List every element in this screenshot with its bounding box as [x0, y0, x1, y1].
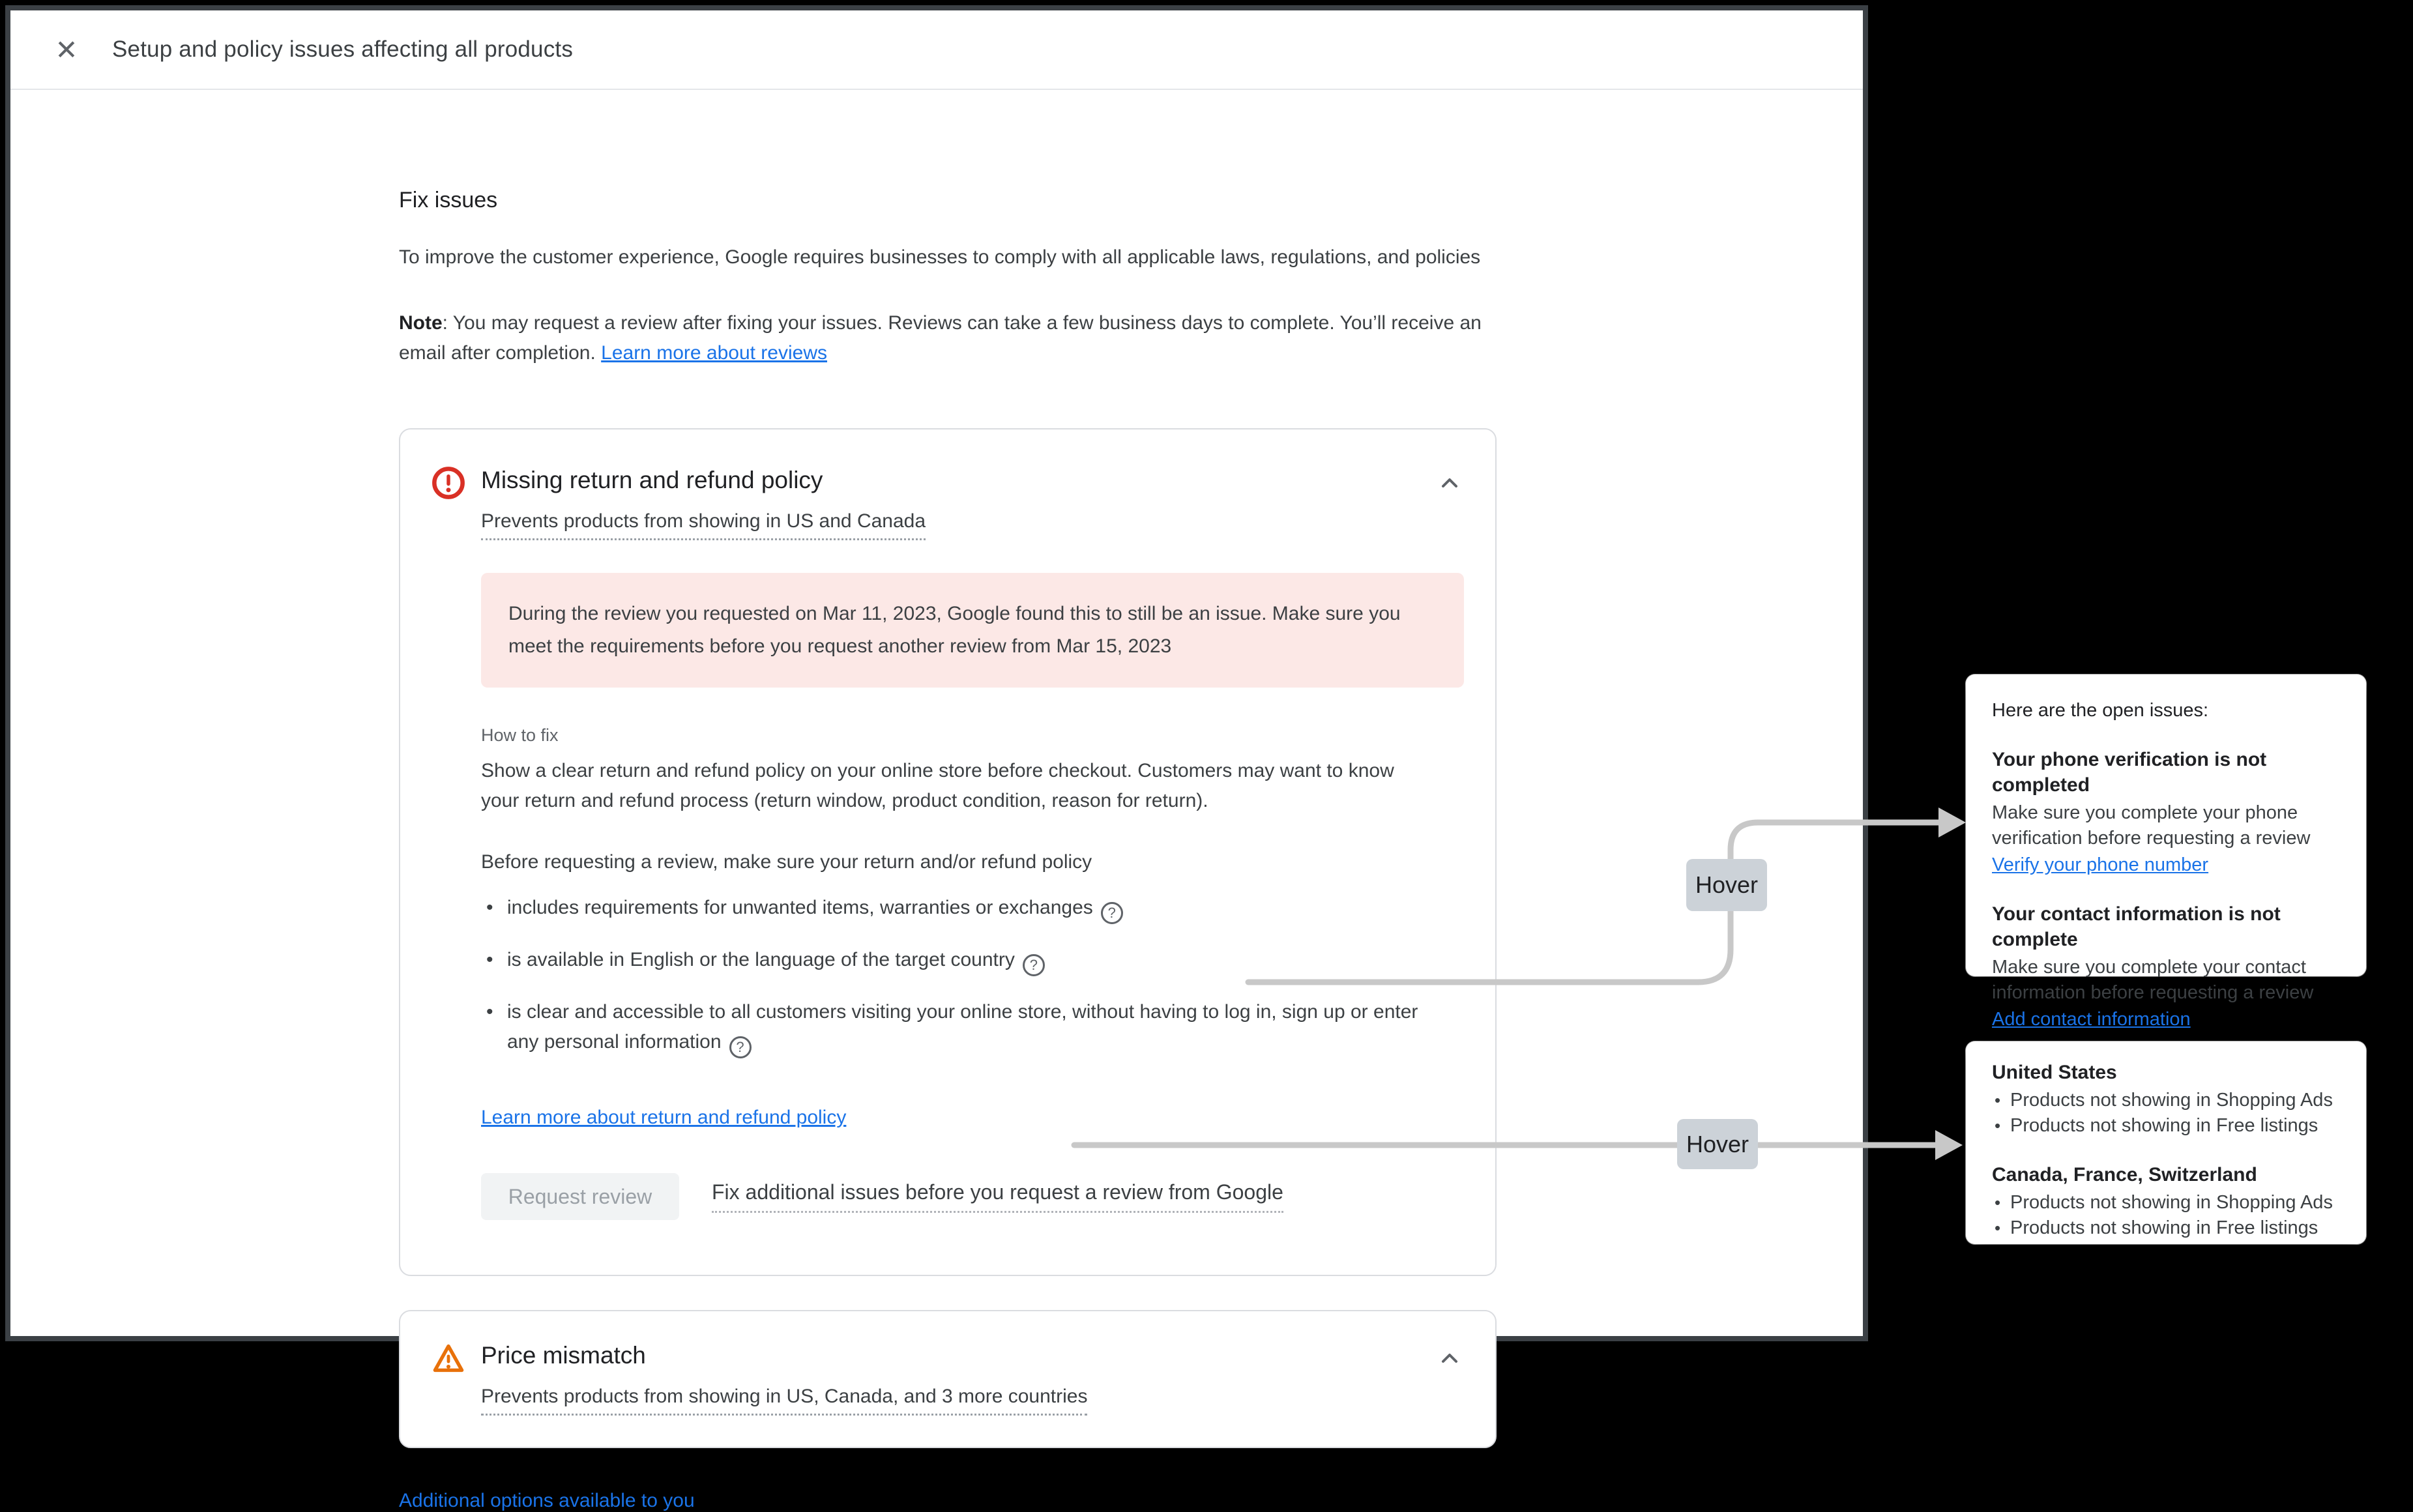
fix-issues-heading: Fix issues	[399, 188, 498, 212]
how-to-fix-body: Show a clear return and refund policy on your online store before checkout. Customers may want to know your return and refund process (return window, product condition, reason for return).	[481, 760, 1394, 811]
help-icon[interactable]: ?	[1101, 902, 1123, 924]
tooltip-bullet: • Products not showing in Free listings	[1992, 1215, 2340, 1241]
checklist-item-text: is clear and accessible to all customers visiting your online store, without having to log in, sign up or enter any personal information	[507, 1001, 1418, 1053]
tooltip-section-title: United States	[1992, 1062, 2117, 1083]
tooltip-section-title: Canada, France, Switzerland	[1992, 1164, 2257, 1185]
verify-phone-number-link[interactable]: Verify your phone number	[1992, 854, 2209, 875]
tooltip-section-phone	[1992, 747, 2340, 878]
help-icon[interactable]: ?	[1023, 954, 1045, 976]
intro-paragraph: To improve the customer experience, Google requires businesses to comply with all applicable laws, regulations, and policies	[399, 246, 1481, 268]
close-icon[interactable]: ✕	[47, 30, 86, 69]
tooltip-section-title: Your phone verification is not completed	[1992, 749, 2267, 796]
note-text: : You may request a review after fixing your issues. Reviews can take a few business days to complete. You’ll receive an email after completion.	[399, 312, 1482, 364]
tooltip-bullets	[1992, 1088, 2340, 1139]
learn-more-reviews-link[interactable]: Learn more about reviews	[601, 342, 827, 364]
checklist-item	[481, 997, 1433, 1058]
card-content	[481, 573, 1464, 1220]
card-head	[431, 465, 1464, 540]
arrowhead-icon	[1935, 1130, 1963, 1160]
tooltip-section-title: Your contact information is not complete	[1992, 903, 2281, 950]
checklist-item-text: includes requirements for unwanted items, warranties or exchanges	[507, 897, 1093, 918]
additional-options-link[interactable]: Additional options available to you	[399, 1490, 695, 1511]
tooltip-bullets	[1992, 1190, 2340, 1241]
issue-subtitle-tooltip-trigger[interactable]: Prevents products from showing in US, Canada, and 3 more countries	[481, 1386, 1087, 1416]
tooltip-section-body: Make sure you complete your phone verification before requesting a review	[1992, 802, 2311, 849]
tooltip-section-body: Make sure you complete your contact information before requesting a review	[1992, 957, 2314, 1003]
request-review-hint-tooltip-trigger[interactable]: Fix additional issues before you request a review from Google	[712, 1180, 1283, 1213]
how-to-fix-label: How to fix	[481, 725, 559, 745]
review-row	[481, 1173, 1464, 1220]
tooltip-section-us	[1992, 1060, 2340, 1139]
card-head	[431, 1340, 1464, 1416]
checklist-item-text: is available in English or the language of the target country	[507, 949, 1015, 970]
chevron-up-icon[interactable]	[1435, 469, 1464, 497]
checklist-item	[481, 945, 1433, 976]
error-icon	[431, 466, 465, 500]
add-contact-information-link[interactable]: Add contact information	[1992, 1009, 2191, 1030]
tooltip-section-canada-france-switzerland	[1992, 1162, 2340, 1241]
dialog-title: Setup and policy issues affecting all products	[112, 36, 574, 62]
policy-checklist	[481, 893, 1433, 1058]
issue-title: Price mismatch	[481, 1342, 646, 1369]
open-issues-tooltip	[1966, 675, 2366, 1030]
head-text	[481, 1340, 1087, 1416]
countries-tooltip	[1966, 1041, 2366, 1244]
learn-more-return-refund-link[interactable]: Learn more about return and refund policy	[481, 1107, 847, 1128]
tooltip-intro: Here are the open issues:	[1992, 700, 2209, 721]
note-paragraph	[399, 308, 1494, 368]
dialog-body	[10, 90, 1497, 1512]
review-result-alert: During the review you requested on Mar 11, 2023, Google found this to still be an issue. Make sure you meet the requirements before you request another review from Mar 15, 2023	[481, 573, 1464, 688]
hover-badge-1[interactable]: Hover	[1686, 859, 1767, 911]
issue-subtitle-tooltip-trigger[interactable]: Prevents products from showing in US and Canada	[481, 510, 926, 540]
head-text	[481, 465, 926, 540]
note-label: Note	[399, 312, 443, 334]
issue-card-price-mismatch	[399, 1310, 1497, 1448]
request-review-button[interactable]: Request review	[481, 1173, 679, 1220]
tooltip-bullet: • Products not showing in Free listings	[1992, 1113, 2340, 1139]
arrowhead-icon	[1938, 807, 1966, 837]
tooltip-bullet: • Products not showing in Shopping Ads	[1992, 1190, 2340, 1215]
hover-badge-2[interactable]: Hover	[1677, 1119, 1758, 1169]
setup-policy-issues-dialog	[5, 5, 1868, 1511]
checklist-intro: Before requesting a review, make sure your return and/or refund policy	[481, 851, 1092, 873]
tooltip-bullet: • Products not showing in Shopping Ads	[1992, 1088, 2340, 1113]
help-icon[interactable]: ?	[729, 1036, 752, 1058]
dialog-header	[10, 10, 1863, 90]
chevron-up-icon[interactable]	[1435, 1344, 1464, 1373]
issue-card-missing-return-policy	[399, 428, 1497, 1276]
tooltip-section-contact	[1992, 901, 2340, 1032]
checklist-item	[481, 893, 1433, 924]
warning-icon	[431, 1341, 465, 1375]
issue-title: Missing return and refund policy	[481, 467, 823, 493]
